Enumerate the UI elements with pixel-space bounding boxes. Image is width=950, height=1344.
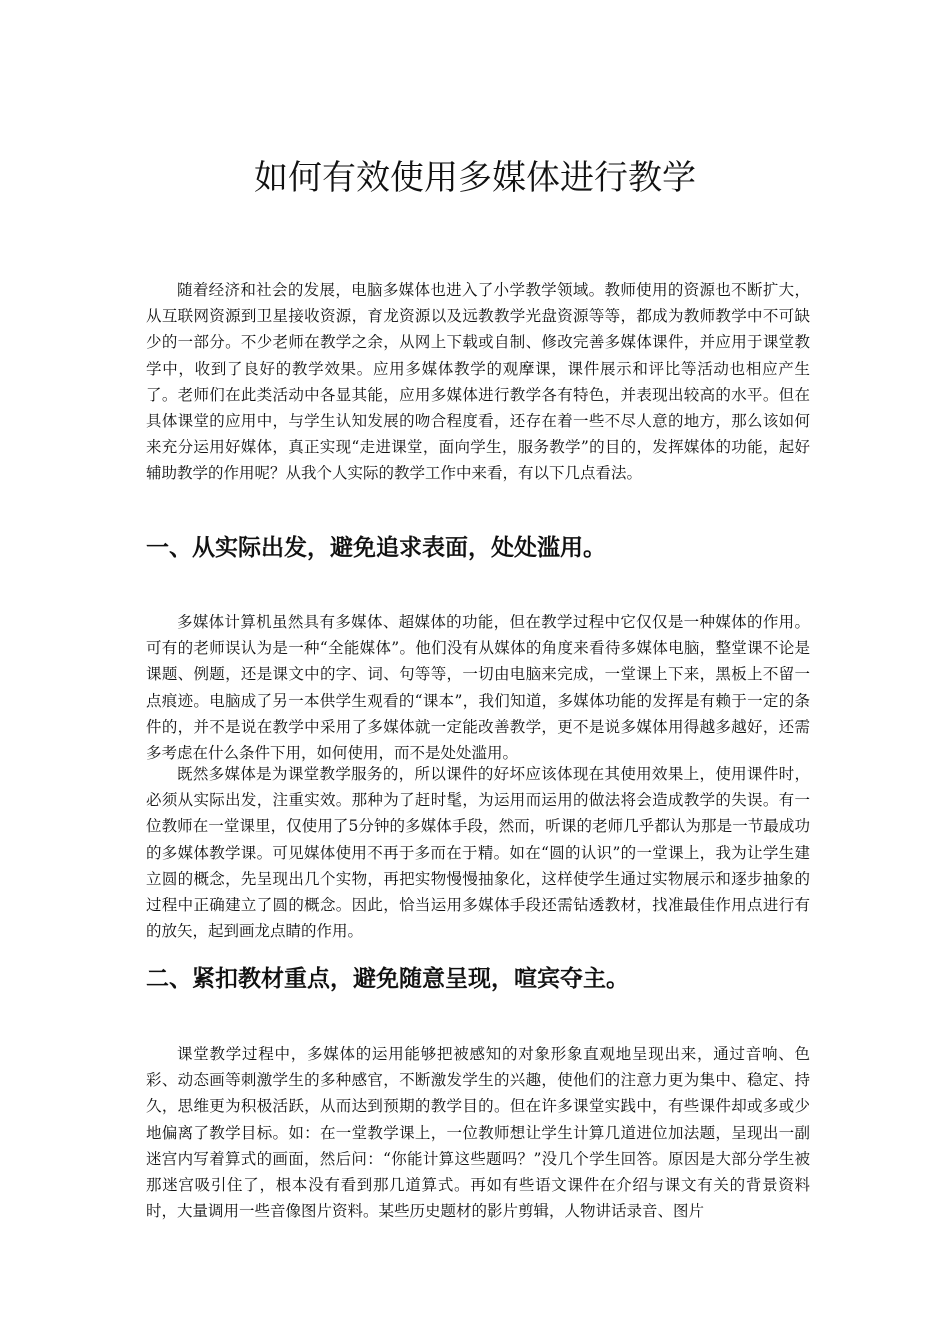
section-2-paragraph-1: 课堂教学过程中，多媒体的运用能够把被感知的对象形象直观地呈现出来，通过音响、色彩、动态画等刺激学生的多种感官，不断激发学生的兴趣，使他们的注意力更为集中、稳定、持久，思维更为积极活跃，从而达到预期的教学目的。但在许多课堂实践中，有些课件却或多或少地偏离了教学目标。如：在一堂教学课上，一位教师想让学生计算几道进位加法题，呈现出一副迷宫内写着算式的画面，然后问：“你能计算这些题吗？”没几个学生回答。原因是大部分学生被那迷宫吸引住了，根本没有看到那几道算式。再如有些语文课件在介绍与课文有关的背景资料时，大量调用一些音像图片资料。某些历史题材的影片剪辑，人物讲话录音、图片 [146,1045,810,1221]
document-title: 如何有效使用多媒体进行教学 [254,158,696,198]
section-heading-2: 二、紧扣教材重点，避免随意呈现，喧宾夺主。 [146,966,629,992]
section-1-paragraph-2: 既然多媒体是为课堂教学服务的，所以课件的好坏应该体现在其使用效果上，使用课件时，必须从实际出发，注重实效。那种为了赶时髦，为运用而运用的做法将会造成教学的失误。有一位教师在一堂课里，仅使用了5分钟的多媒体手段，然而，听课的老师几乎都认为那是一节最成功的多媒体教学课。可见媒体使用不再于多而在于精。如在“圆的认识”的一堂课上，我为让学生建立圆的概念，先呈现出几个实物，再把实物慢慢抽象化，这样使学生通过实物展示和逐步抽象的过程中正确建立了圆的概念。因此，恰当运用多媒体手段还需钻透教材，找准最佳作用点进行有的放矢，起到画龙点睛的作用。 [146,765,810,941]
intro-paragraph: 随着经济和社会的发展，电脑多媒体也进入了小学教学领域。教师使用的资源也不断扩大，从互联网资源到卫星接收资源，育龙资源以及远教教学光盘资源等等，都成为教师教学中不可缺少的一部分。不少老师在教学之余，从网上下载或自制、修改完善多媒体课件，并应用于课堂教学中，收到了良好的教学效果。应用多媒体教学的观摩课，课件展示和评比等活动也相应产生了。老师们在此类活动中各显其能，应用多媒体进行教学各有特色，并表现出较高的水平。但在具体课堂的应用中，与学生认知发展的吻合程度看，还存在着一些不尽人意的地方，那么该如何来充分运用好媒体，真正实现“走进课堂，面向学生，服务教学”的目的，发挥媒体的功能，起好辅助教学的作用呢？从我个人实际的教学工作中来看，有以下几点看法。 [146,281,810,483]
section-heading-1: 一、从实际出发，避免追求表面，处处滥用。 [146,535,606,561]
section-1-paragraph-1: 多媒体计算机虽然具有多媒体、超媒体的功能，但在教学过程中它仅仅是一种媒体的作用。可有的老师误认为是一种“全能媒体”。他们没有从媒体的角度来看待多媒体电脑，整堂课不论是课题、例题，还是课文中的字、词、句等等，一切由电脑来完成，一堂课上下来，黑板上不留一点痕迹。电脑成了另一本供学生观看的“课本”，我们知道，多媒体功能的发挥是有赖于一定的条件的，并不是说在教学中采用了多媒体就一定能改善教学，更不是说多媒体用得越多越好，还需多考虑在什么条件下用，如何使用，而不是处处滥用。 [146,613,810,763]
